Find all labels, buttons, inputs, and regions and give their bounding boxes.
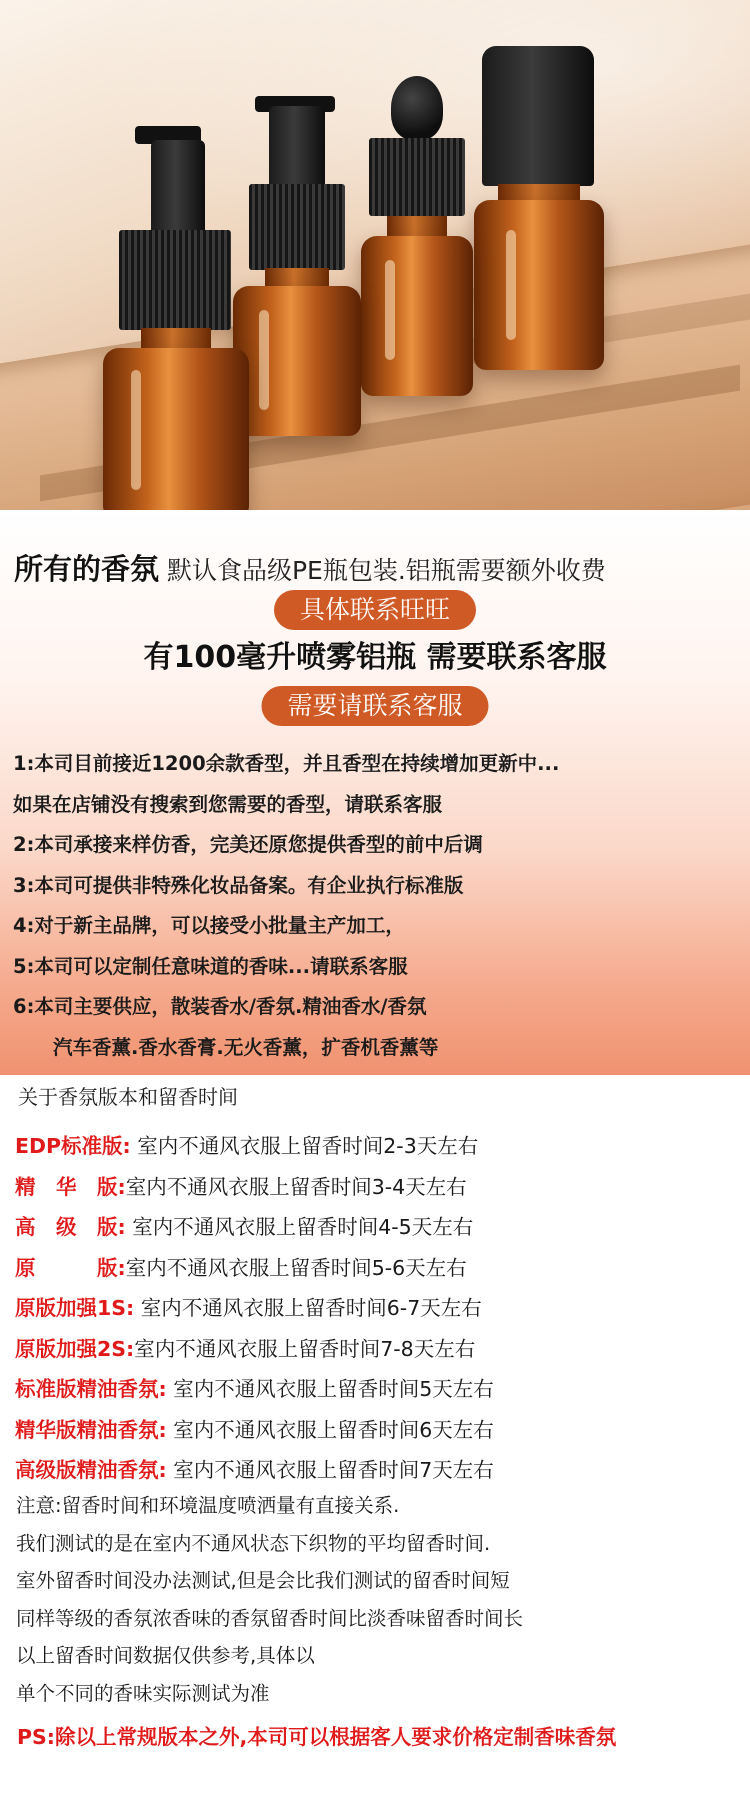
version-desc: 室内不通风衣服上留香时间7-8天左右 [134,1336,476,1361]
version-name: 高 级 版: [15,1215,126,1239]
version-desc: 室内不通风衣服上留香时间6天左右 [166,1417,494,1442]
headline-bold: 所有的香氛 [14,552,160,586]
amber-bottle-cap [470,40,610,370]
list-item: 3:本司可提供非特殊化妆品备案。有企业执行标准版 [13,873,464,897]
version-row [15,1167,494,1208]
amber-bottle-pump-front [95,120,255,510]
version-row [15,1410,494,1451]
version-name: EDP标准版: [15,1134,131,1158]
note-line: 以上留香时间数据仅供参考,具体以 [16,1644,315,1667]
section-title: 关于香氛版本和留香时间 [18,1085,238,1109]
list-item: 2:本司承接来样仿香，完美还原您提供香型的前中后调 [13,833,483,856]
version-desc: 室内不通风衣服上留香时间5天左右 [166,1377,494,1401]
list-item: 1:本司目前接近1200余款香型，并且香型在持续增加更新中... [13,752,560,775]
version-row [15,1248,494,1289]
list-item: 汽车香薰.香水香膏.无火香薰，扩香机香薰等 [53,1035,439,1059]
list-item: 4:对于新主品牌，可以接受小批量主产加工， [13,914,405,937]
note-line: 室外留香时间没办法测试,但是会比我们测试的留香时间短 [16,1569,510,1592]
version-list [15,1126,494,1491]
version-name: 精 华 版: [15,1174,126,1199]
version-desc: 室内不通风衣服上留香时间5-6天左右 [125,1255,467,1280]
note-line: 同样等级的香氛浓香味的香氛留香时间比淡香味留香时间长 [16,1606,524,1630]
list-item: 5:本司可以定制任意味道的香味...请联系客服 [13,954,408,978]
version-row [15,1369,494,1410]
version-desc: 室内不通风衣服上留香时间7天左右 [166,1458,494,1482]
version-name: 原版加强2S: [15,1336,135,1361]
version-row [15,1288,494,1329]
version-row [15,1450,494,1491]
version-row [15,1207,494,1248]
version-name: 高级版精油香氛: [15,1458,167,1482]
version-row [15,1329,494,1370]
headline-rest: 默认食品级PE瓶包装.铝瓶需要额外收费 [166,556,606,585]
version-desc: 室内不通风衣服上留香时间2-3天左右 [130,1134,479,1158]
version-name: 精华版精油香氛: [15,1417,167,1442]
fragrance-duration-section [0,1075,750,1808]
packaging-headline [14,547,606,588]
ps-custom-note: PS:除以上常规版本之外,本司可以根据客人要求价格定制香味香氛 [17,1725,617,1749]
version-desc: 室内不通风衣服上留香时间6-7天左右 [134,1296,482,1320]
hero-photo-amber-bottles [0,0,750,510]
aluminum-bottle-line: 有100毫升喷雾铝瓶 需要联系客服 [143,640,607,675]
version-row [15,1126,494,1167]
version-desc: 室内不通风衣服上留香时间3-4天左右 [125,1174,467,1199]
promo-section [0,510,750,1075]
version-name: 标准版精油香氛: [15,1377,167,1401]
list-item: 如果在店铺没有搜索到您需要的香型，请联系客服 [13,792,443,816]
contact-service-badge: 需要请联系客服 [261,686,488,726]
version-name: 原 版: [15,1255,126,1280]
note-line: 注意:留香时间和环境温度喷洒量有直接关系. [16,1494,400,1517]
amber-bottle-dropper [355,70,480,400]
notes-list [16,1487,523,1712]
contact-wangwang-badge: 具体联系旺旺 [274,590,476,630]
version-desc: 室内不通风衣服上留香时间4-5天左右 [125,1215,474,1239]
version-name: 原版加强1S: [15,1296,135,1320]
note-line: 单个不同的香味实际测试为准 [16,1681,270,1705]
service-list [13,744,559,1068]
list-item: 6:本司主要供应，散装香水/香氛.精油香水/香氛 [13,995,427,1018]
note-line: 我们测试的是在室内不通风状态下织物的平均留香时间. [16,1531,491,1555]
